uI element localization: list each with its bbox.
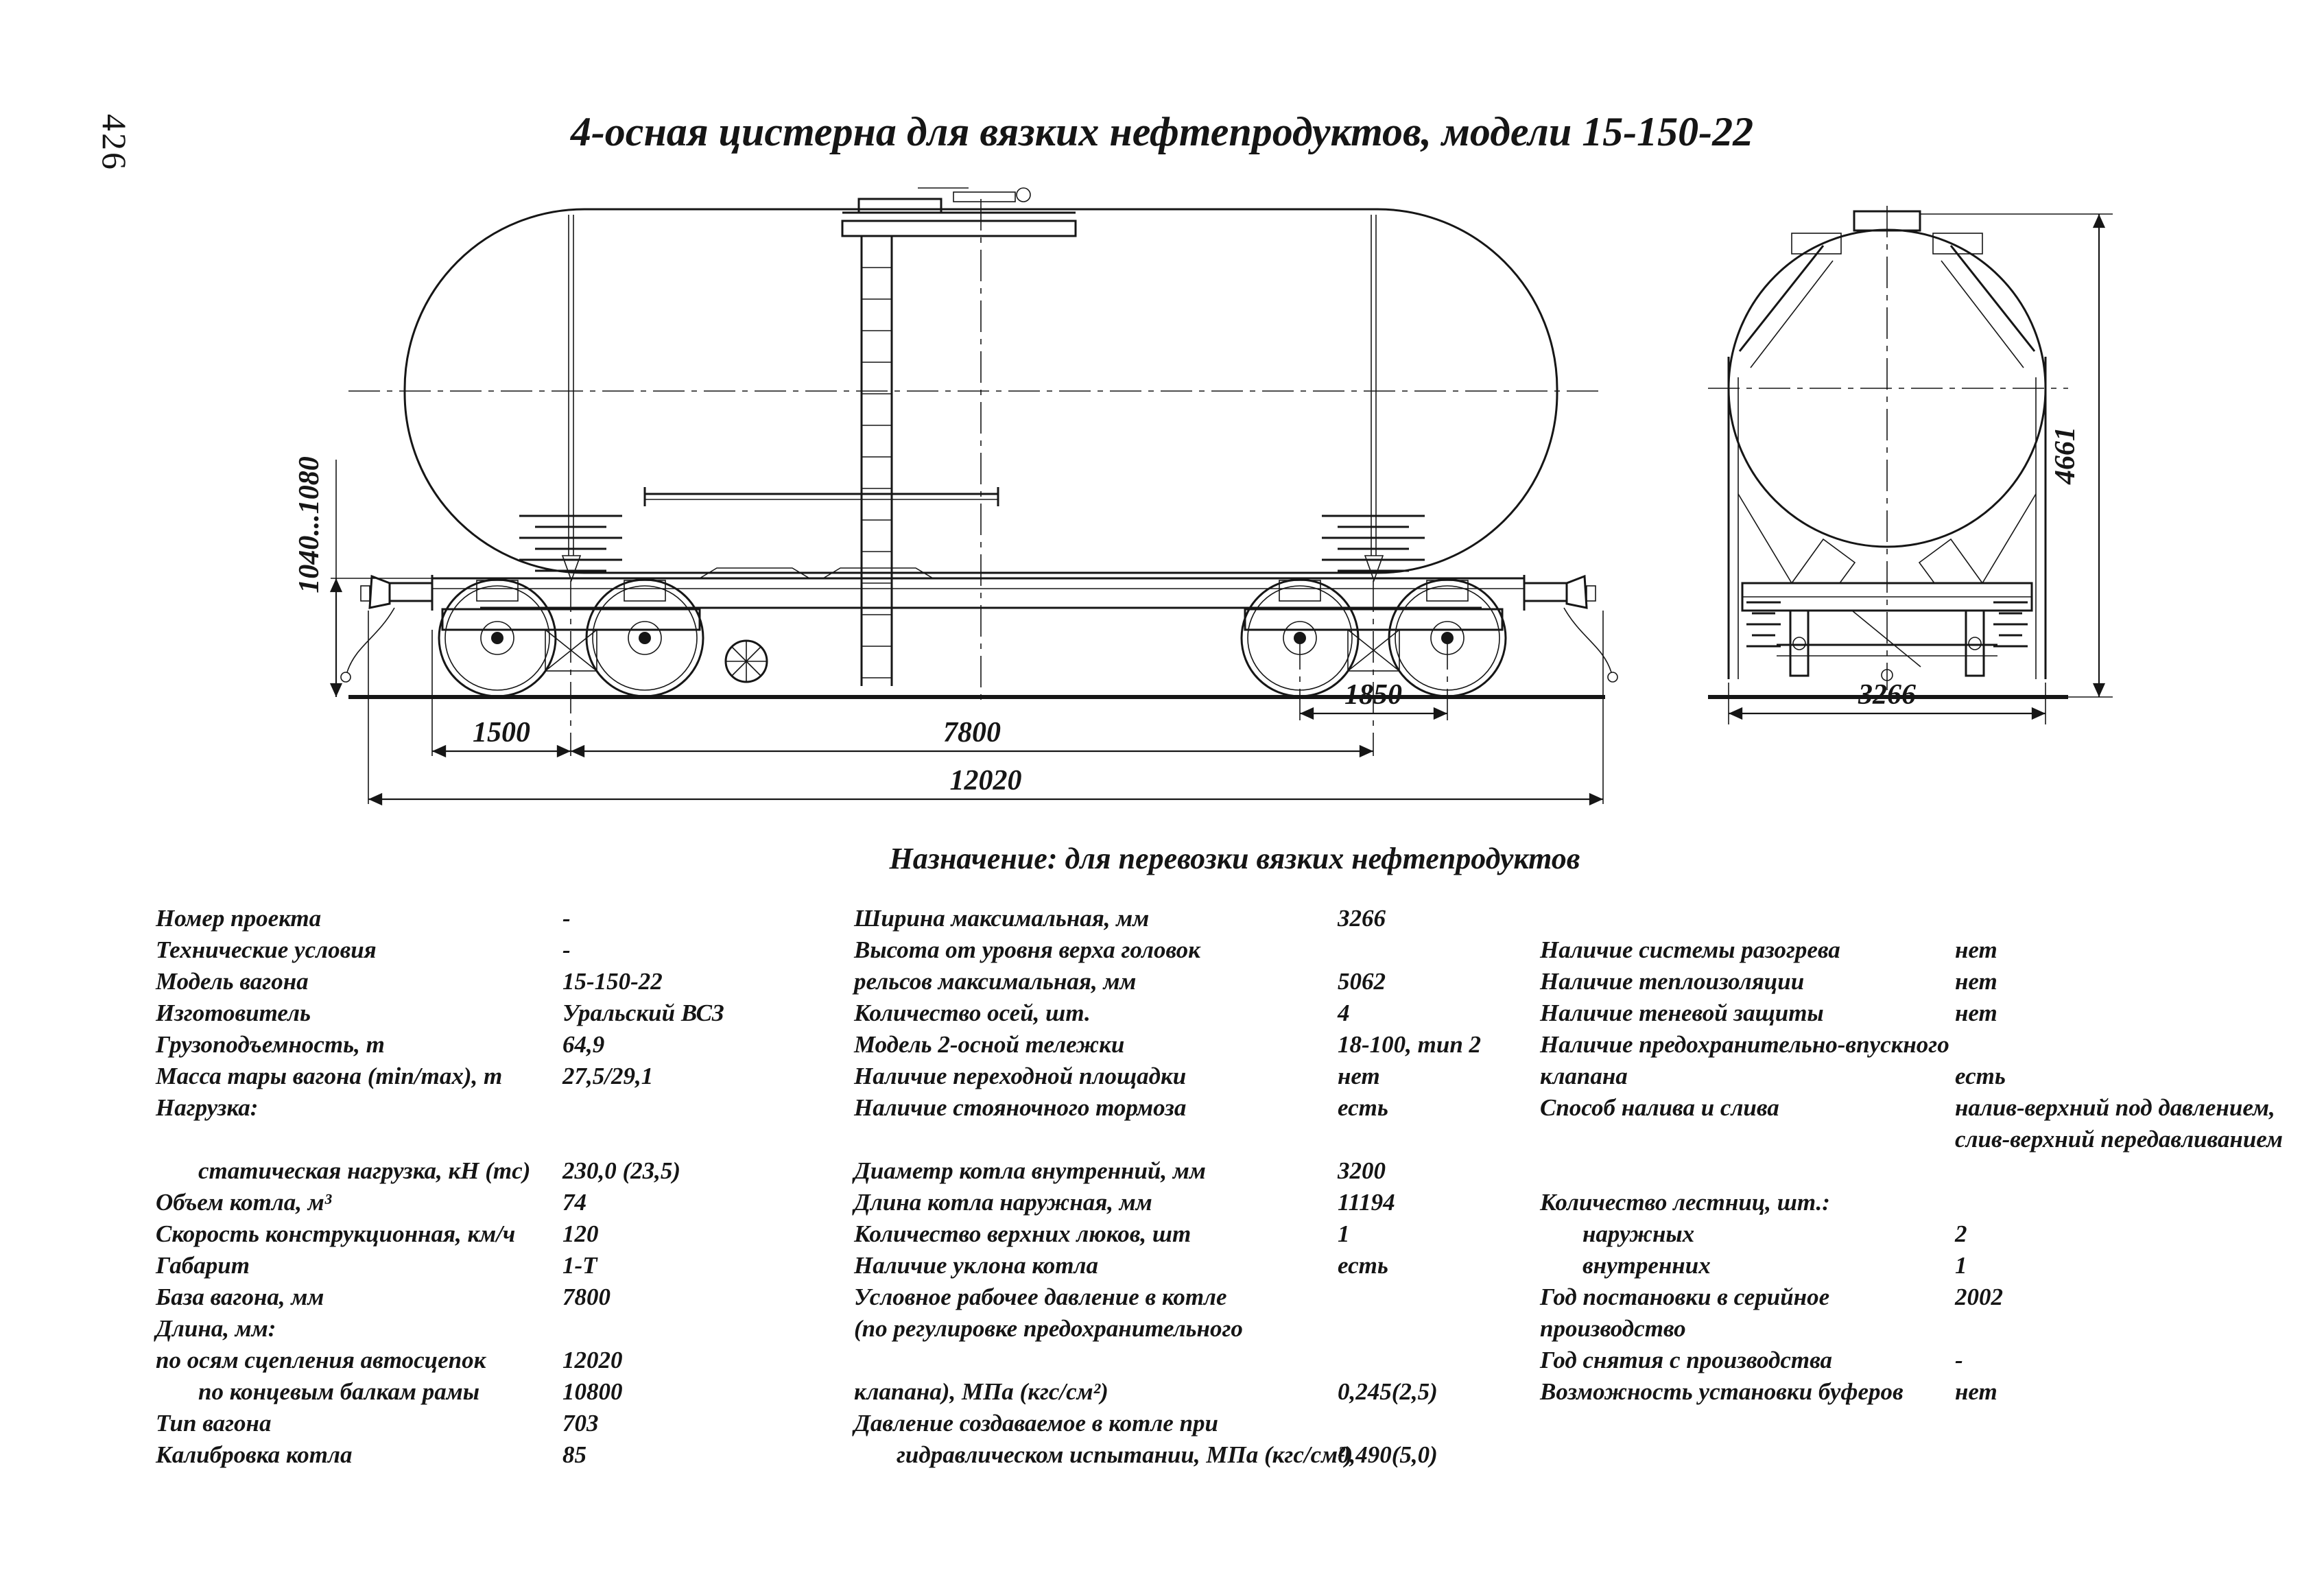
spec-row [1540,1218,2324,1250]
spec-value: 4 [1338,1000,1350,1026]
spec-label: клапана [1540,1063,1628,1089]
spec-row [1540,1155,2324,1187]
coupler-right [1524,576,1596,608]
spec-label [1540,1124,1955,1155]
spec-label: клапана), МПа (кгс/см²) [854,1378,1108,1405]
spec-label: Количество верхних люков, шт [854,1220,1191,1247]
spec-label: Модель вагона [156,968,309,995]
spec-value: есть [1338,1252,1388,1279]
spec-label: Грузоподъемность, т [156,1031,385,1058]
spec-value [1338,1408,1588,1439]
spec-row [854,997,1588,1029]
spec-row [156,1124,842,1155]
spec-value: есть [1955,1063,2006,1089]
end-view [1708,206,2113,724]
spec-value [562,1092,842,1124]
spec-value: 0,490(5,0) [1338,1441,1438,1468]
spec-value: 27,5/29,1 [562,1063,654,1089]
spec-value: 15-150-22 [562,968,663,995]
spec-label: Наличие системы разогрева [1540,936,1840,963]
spec-row [1540,1376,2324,1408]
spec-label: производство [1540,1315,1686,1342]
spec-value: 0,245(2,5) [1338,1378,1438,1405]
spec-value [1955,1313,2324,1345]
top-hatch-platform [842,188,1076,236]
spec-label: Наличие переходной площадки [854,1063,1187,1089]
spec-label: Нагрузка: [156,1094,259,1121]
spec-label: Длина, мм: [156,1315,276,1342]
dim-label-3266: 3266 [1858,679,1916,711]
spec-value: 74 [562,1189,586,1216]
spec-row [1540,1029,2324,1061]
spec-value: нет [1955,968,1997,995]
spec-label: Тип вагона [156,1410,272,1437]
spec-row [1540,934,2324,966]
spec-value: слив-верхний передавливанием [1955,1126,2283,1153]
spec-row [156,1061,842,1092]
spec-row [854,1439,1588,1471]
spec-value: - [1955,1347,1963,1373]
spec-label: Наличие теплоизоляции [1540,968,1805,995]
spec-label: Возможность установки буферов [1540,1378,1904,1405]
spec-row [854,966,1588,997]
spring-stack-right [1322,516,1425,571]
spec-column-middle [854,903,1588,1471]
spec-row [156,934,842,966]
spec-label [854,1345,1338,1376]
purpose-line: Назначение: для перевозки вязких нефтепродуктов [889,842,1580,875]
spec-row [1540,1124,2324,1155]
spec-value [1955,1029,2324,1061]
spec-label: Давление создаваемое в котле при [854,1410,1218,1437]
spec-label: Номер проекта [156,905,322,932]
spec-row [156,1029,842,1061]
spec-row [156,1218,842,1250]
spec-row [156,1313,842,1345]
spec-label: внутренних [1582,1252,1711,1279]
spec-row [1540,997,2324,1029]
spec-value: - [562,936,571,963]
spec-value: 18-100, тип 2 [1338,1031,1482,1058]
spec-value: нет [1955,936,1997,963]
spec-row [854,1092,1588,1124]
spec-label: Калибровка котла [156,1441,353,1468]
spec-row [1540,1092,2324,1124]
spec-row [156,1345,842,1376]
spec-label: Объем котла, м³ [156,1189,332,1216]
spec-value: нет [1955,1000,1997,1026]
spec-row [156,1250,842,1281]
stay-rods [562,215,1383,580]
spec-label: по осям сцепления автосцепок [156,1347,486,1373]
spec-label: Ширина максимальная, мм [854,905,1150,932]
brake-hose-left [347,608,394,672]
spec-row [156,1092,842,1124]
spec-row [156,1187,842,1218]
spec-value: нет [1955,1378,1997,1405]
spec-label: Наличие теневой защиты [1540,1000,1824,1026]
spec-row [156,1155,842,1187]
spec-row [156,1281,842,1313]
spec-value: 12020 [562,1347,623,1373]
spec-column-left [156,903,842,1471]
center-ladder [862,236,892,686]
spec-row [854,1061,1588,1092]
spec-row [854,1029,1588,1061]
dim-label-1850: 1850 [1344,679,1402,711]
spec-value [562,1124,842,1155]
spec-value: - [562,905,571,932]
spec-value: 703 [562,1410,599,1437]
spec-label: Способ налива и слива [1540,1094,1779,1121]
spec-label: Условное рабочее давление в котле [854,1284,1227,1310]
spec-label: Год постановки в серийное [1540,1284,1830,1310]
spec-row [1540,1313,2324,1345]
spec-label: гидравлическом испытании, МПа (кгс/см²) [897,1441,1353,1468]
spec-row [1540,1345,2324,1376]
coupler-left [361,576,432,608]
spec-label: Габарит [156,1252,250,1279]
spec-value: 5062 [1338,968,1386,995]
handrail [645,487,998,506]
dim-label-coupler-height: 1040...1080 [294,456,325,593]
spec-label: Диаметр котла внутренний, мм [854,1157,1206,1184]
spec-value: 1 [1955,1252,1967,1279]
spec-value: Уральский ВСЗ [562,1000,724,1026]
spec-label: рельсов максимальная, мм [854,968,1137,995]
page-title: 4-осная цистерна для вязких нефтепродуктов, модели 15-150-22 [570,109,1754,154]
spec-value: налив-верхний под давлением, [1955,1094,2275,1121]
spec-row [156,1408,842,1439]
spec-label: Технические условия [156,936,377,963]
spec-value [562,1313,842,1345]
spec-row [156,1439,842,1471]
dim-label-1500: 1500 [473,717,530,748]
spec-label: Наличие предохранительно-впускного [1540,1031,1949,1058]
spec-row [854,1155,1588,1187]
brake-hose-right [1564,608,1611,672]
spec-label: Год снятия с производства [1540,1347,1833,1373]
spec-row [1540,1187,2324,1218]
spec-row [854,1376,1588,1408]
spec-value: 2002 [1955,1284,2003,1310]
spec-label: Количество осей, шт. [854,1000,1091,1026]
spec-column-right [1540,903,2324,1408]
spec-label: по концевым балкам рамы [198,1378,479,1405]
side-view [294,188,1617,804]
end-dimensions [1729,214,2113,724]
handbrake-wheel [726,641,767,682]
spec-value: 85 [562,1441,586,1468]
spec-value: 11194 [1338,1189,1395,1216]
spec-row [1540,1250,2324,1281]
spec-row [854,903,1588,934]
spec-row [854,1218,1588,1250]
spec-label: Наличие стояночного тормоза [854,1094,1187,1121]
page-number: 426 [95,114,134,172]
spec-row [156,903,842,934]
spec-value: 120 [562,1220,599,1247]
spec-value: 64,9 [562,1031,605,1058]
spec-row [854,1281,1588,1313]
spec-row [156,1376,842,1408]
spec-row [156,966,842,997]
spec-value: 2 [1955,1220,1967,1247]
spec-row [1540,1281,2324,1313]
spec-label [156,1124,562,1155]
spec-label: (по регулировке предохранительного [854,1315,1243,1342]
spec-value [1955,1187,2324,1218]
spec-row [1540,1061,2324,1092]
spec-value: 1-Т [562,1252,597,1279]
spec-value [1955,1155,2324,1187]
spec-value: нет [1338,1063,1380,1089]
spec-label: Наличие уклона котла [854,1252,1098,1279]
spec-row [1540,966,2324,997]
spec-row [854,1345,1588,1376]
dim-label-7800: 7800 [943,717,1001,748]
spec-value: 1 [1338,1220,1350,1247]
spec-row [854,1187,1588,1218]
spec-label: Скорость конструкционная, км/ч [156,1220,516,1247]
spec-label: База вагона, мм [156,1284,324,1310]
spec-label: Длина котла наружная, мм [854,1189,1152,1216]
spring-stack-left [519,516,622,571]
spec-value: 3200 [1338,1157,1386,1184]
spec-label: Изготовитель [156,1000,311,1026]
spec-label: статическая нагрузка, кН (тс) [198,1157,531,1184]
spec-label: Высота от уровня верха головок [854,936,1200,963]
spec-value: 10800 [562,1378,623,1405]
tank-wagon-drawing-svg [274,172,2161,823]
spec-row [156,997,842,1029]
spec-row [854,1313,1588,1345]
spec-row [854,1250,1588,1281]
technical-drawing [274,172,2161,823]
spec-label: Количество лестниц, шт.: [1540,1189,1830,1216]
spec-row [854,1124,1588,1155]
spec-label: наружных [1582,1220,1695,1247]
spec-value: 230,0 (23,5) [562,1157,681,1184]
spec-label: Модель 2-осной тележки [854,1031,1125,1058]
spec-value: есть [1338,1094,1388,1121]
spec-value: 3266 [1338,905,1386,932]
dim-label-4661: 4661 [2050,427,2081,484]
spec-value: 7800 [562,1284,610,1310]
spec-row [854,934,1588,966]
spec-label [1540,1155,1955,1187]
spec-label [854,1124,1338,1155]
spec-row [854,1408,1588,1439]
dim-label-12020: 12020 [949,765,1022,796]
spec-label: Масса тары вагона (min/max), т [156,1063,503,1089]
